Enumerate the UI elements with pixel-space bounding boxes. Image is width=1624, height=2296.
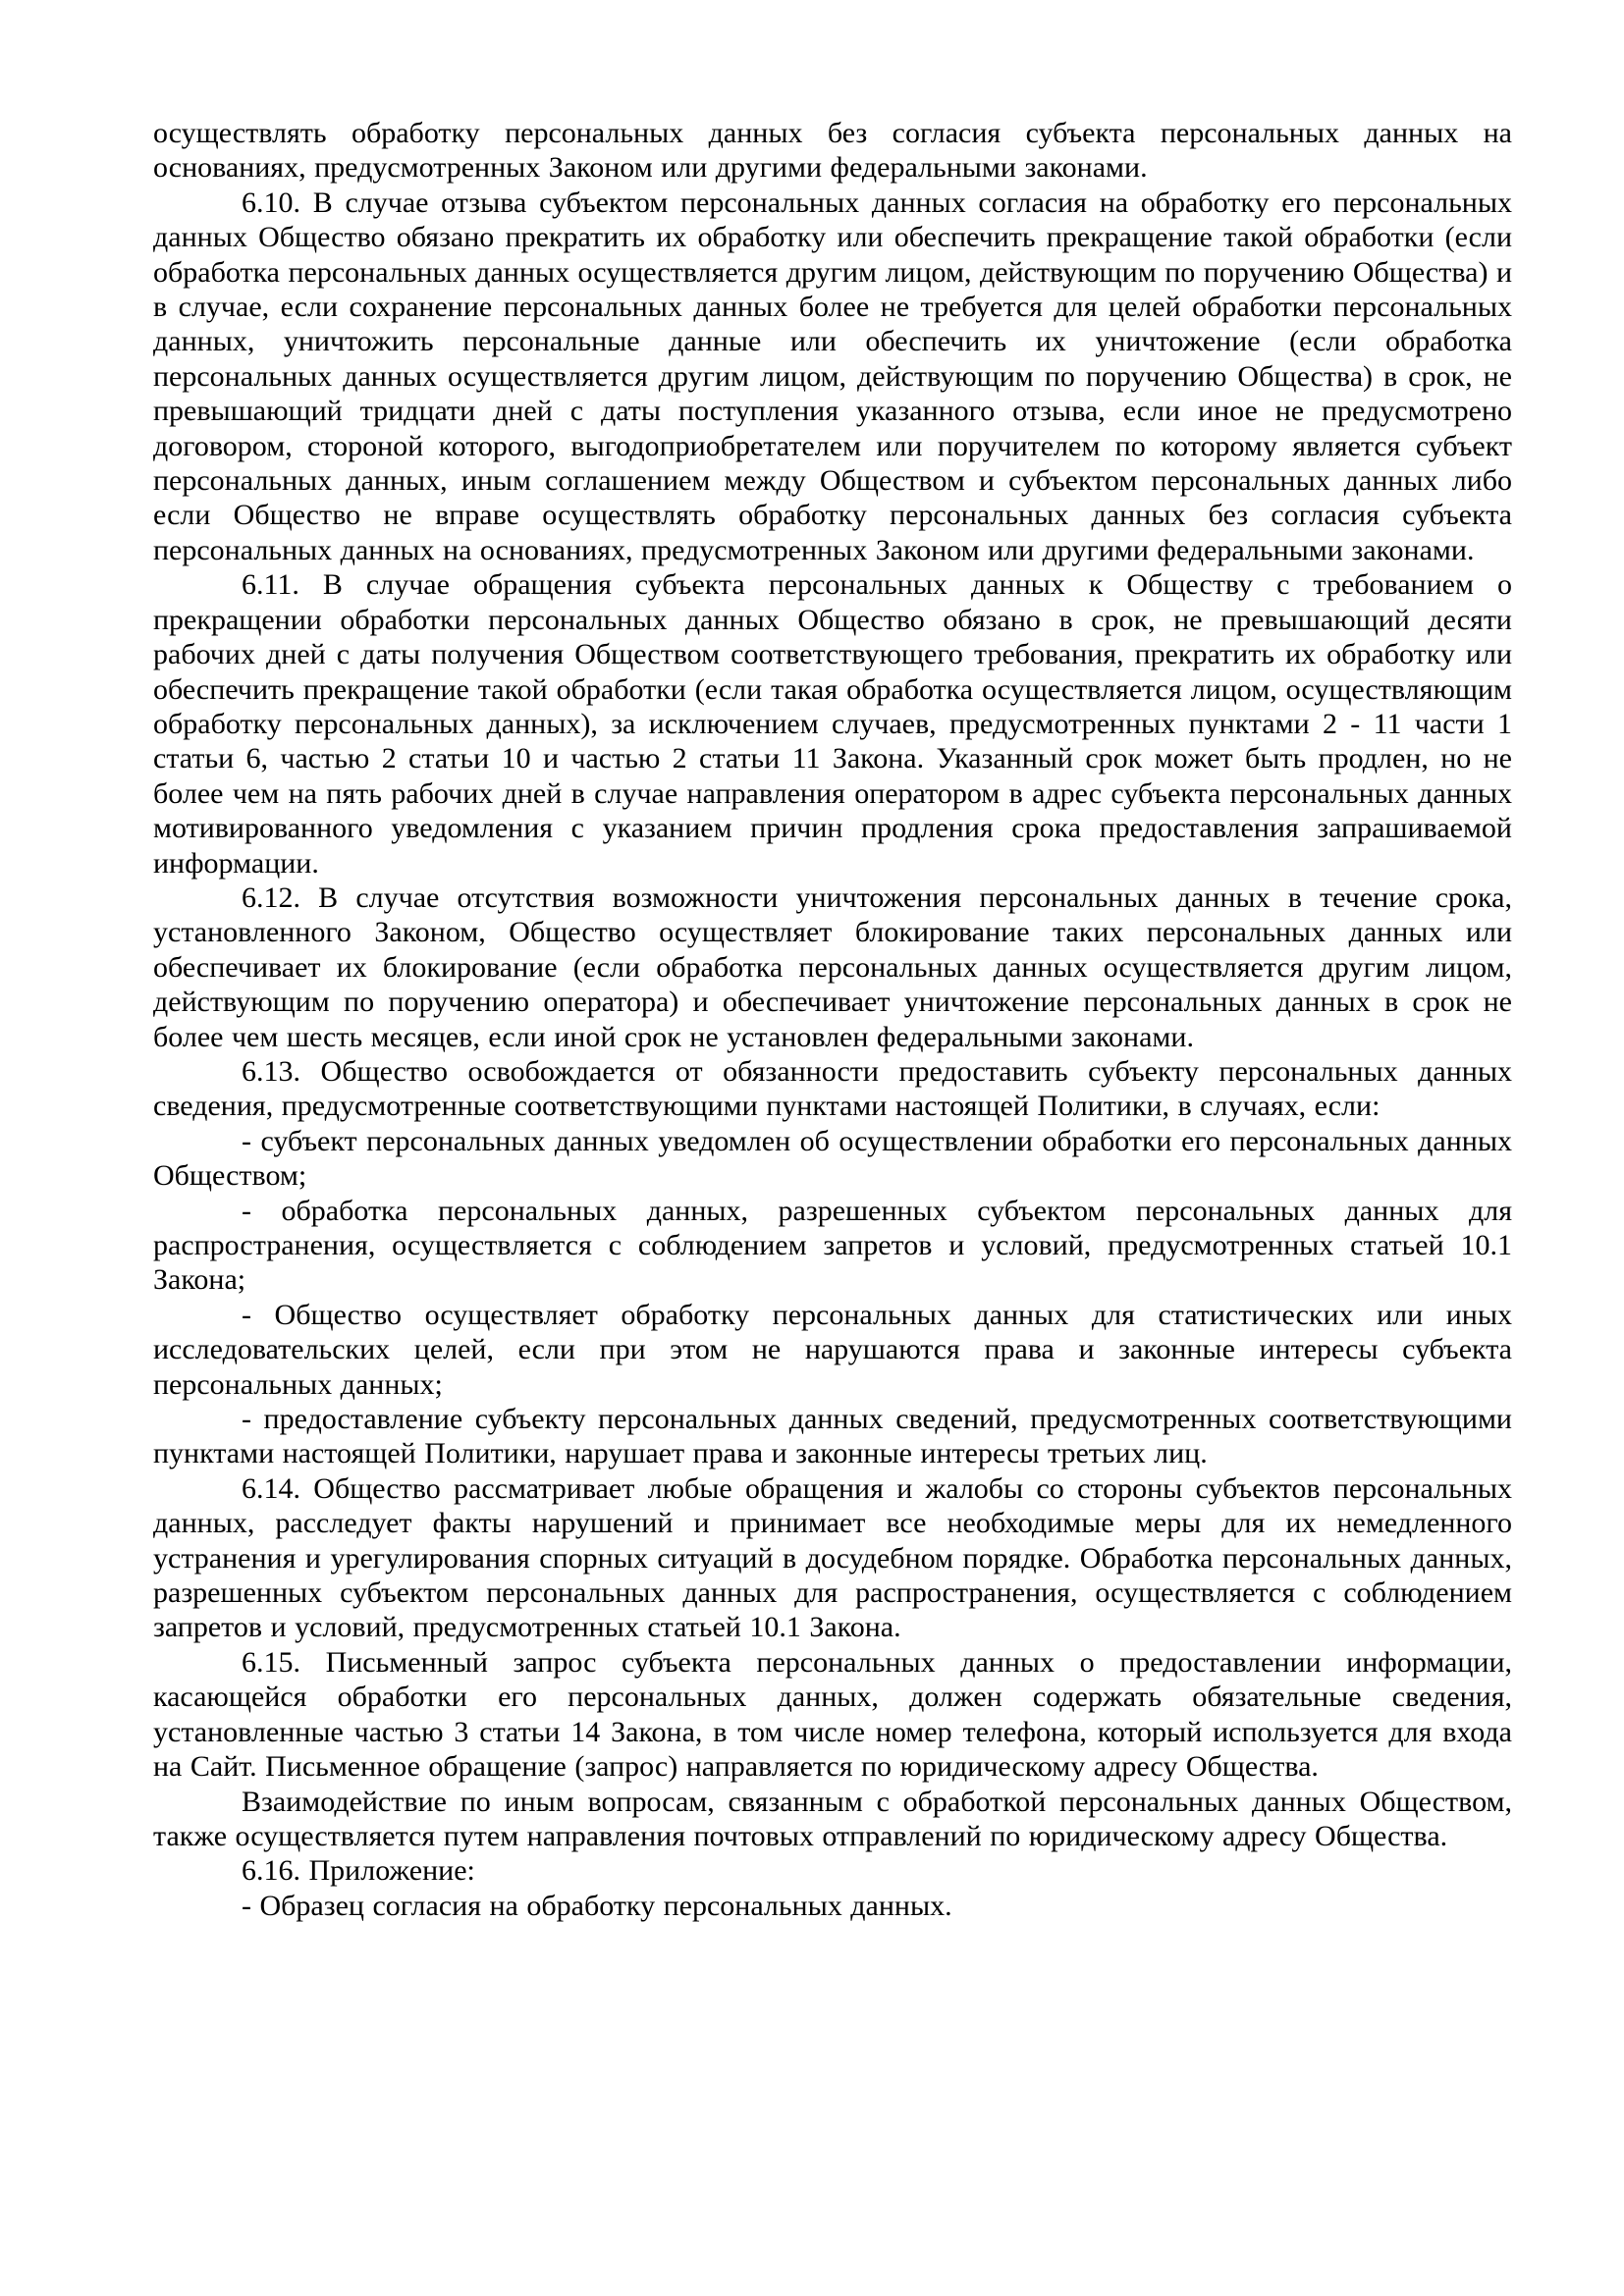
list-item-subject-notified: - субъект персональных данных уведомлен об осуществлении обработки его персональных данных Обществом; — [153, 1124, 1512, 1193]
paragraph-6-12: 6.12. В случае отсутствия возможности уничтожения персональных данных в течение срока, установленного Законом, Общество осуществляет блокирование таких персональных данных или обеспечивает их блокирование (если обработка персональных данных осуществляется другим лицом, действующим по поручению оператора) и обеспечивает уничтожение персональных данных в срок не более чем шесть месяцев, если иной срок не установлен федеральными законами. — [153, 881, 1512, 1053]
paragraph-continuation: осуществлять обработку персональных данных без согласия субъекта персональных данных на основаниях, предусмотренных Законом или другими федеральными законами. — [153, 117, 1512, 185]
paragraph-6-15: 6.15. Письменный запрос субъекта персональных данных о предоставлении информации, касающейся обработки его персональных данных, должен содержать обязательные сведения, установленные частью 3 статьи 14 Закона, в том числе номер телефона, который используется для входа на Сайт. Письменное обращение (запрос) направляется по юридическому адресу Общества. — [153, 1645, 1512, 1784]
paragraph-6-16: 6.16. Приложение: — [242, 1854, 475, 1888]
list-item-third-party-rights: - предоставление субъекту персональных данных сведений, предусмотренных соответствующими пунктами настоящей Политики, нарушает права и законные интересы третьих лиц. — [153, 1403, 1512, 1470]
paragraph-6-14: 6.14. Общество рассматривает любые обращения и жалобы со стороны субъектов персональных данных, расследует факты нарушений и принимает все необходимые меры для их немедленного устранения и урегулирования спорных ситуаций в досудебном порядке. Обработка персональных данных, разрешенных субъектом персональных данных для распространения, осуществляется с соблюдением запретов и условий, предусмотренных статьей 10.1 Закона. — [153, 1471, 1512, 1644]
list-item-consent-sample: - Образец согласия на обработку персональных данных. — [242, 1889, 952, 1922]
paragraph-6-13: 6.13. Общество освобождается от обязанности предоставить субъекту персональных данных сведения, предусмотренные соответствующими пунктами настоящей Политики, в случаях, если: — [153, 1054, 1512, 1123]
paragraph-interaction: Взаимодействие по иным вопросам, связанным с обработкой персональных данных Обществом, также осуществляется путем направления почтовых отправлений по юридическому адресу Общества. — [153, 1785, 1512, 1852]
paragraph-6-11: 6.11. В случае обращения субъекта персональных данных к Обществу с требованием о прекращении обработки персональных данных Общество обязано в срок, не превышающий десяти рабочих дней с даты получения Обществом соответствующего требования, прекратить их обработку или обеспечить прекращение такой обработки (если такая обработка осуществляется лицом, осуществляющим обработку персональных данных), за исключением случаев, предусмотренных пунктами 2 - 11 части 1 статьи 6, частью 2 статьи 10 и частью 2 статьи 11 Закона. Указанный срок может быть продлен, но не более чем на пять рабочих дней в случае направления оператором в адрес субъекта персональных данных мотивированного уведомления с указанием причин продления срока предоставления запрашиваемой информации. — [153, 568, 1512, 880]
list-item-statistical-purposes: - Общество осуществляет обработку персональных данных для статистических или иных исследовательских целей, если при этом не нарушаются права и законные интересы субъекта персональных данных; — [153, 1298, 1512, 1401]
list-item-processing-permitted: - обработка персональных данных, разрешенных субъектом персональных данных для распространения, осуществляется с соблюдением запретов и условий, предусмотренных статьей 10.1 Закона; — [153, 1194, 1512, 1297]
paragraph-6-10: 6.10. В случае отзыва субъектом персональных данных согласия на обработку его персональных данных Общество обязано прекратить их обработку или обеспечить прекращение такой обработки (если обработка персональных данных осуществляется другим лицом, действующим по поручению Общества) и в случае, если сохранение персональных данных более не требуется для целей обработки персональных данных, уничтожить персональные данные или обеспечить их уничтожение (если обработка персональных данных осуществляется другим лицом, действующим по поручению Общества) в срок, не превышающий тридцати дней с даты поступления указанного отзыва, если иное не предусмотрено договором, стороной которого, выгодоприобретателем или поручителем по которому является субъект персональных данных, иным соглашением между Обществом и субъектом персональных данных либо если Общество не вправе осуществлять обработку персональных данных без согласия субъекта персональных данных на основаниях, предусмотренных Законом или другими федеральными законами. — [153, 186, 1512, 566]
